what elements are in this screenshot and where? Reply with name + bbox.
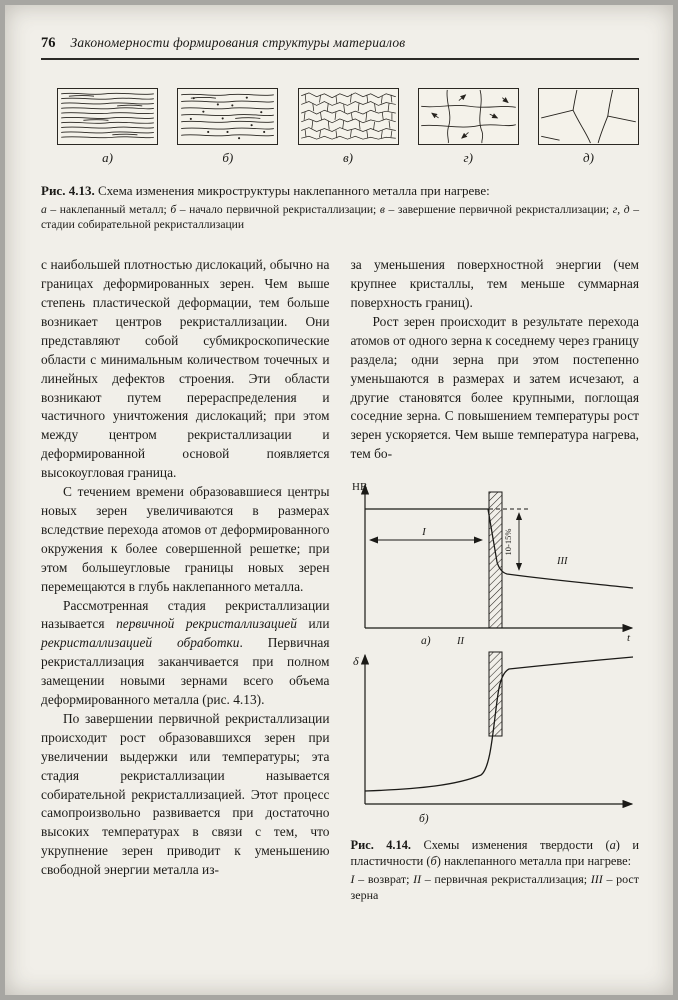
panel-b-frame <box>177 88 278 145</box>
panel-e-frame <box>538 88 639 145</box>
figure-4-13-caption <box>41 183 639 232</box>
panel-d-frame <box>418 88 519 145</box>
running-title: Закономерности формирования структуры материалов <box>70 35 406 50</box>
paragraph: Рост зерен происходит в результате перехода атомов от одного зерна к соседнему через границу раздела; одни зерна при этом постепенно уменьшаются в размерах и затем исчезают, а другие становятся более крупными, поглощая соседние зерна. С повышением температуры рост зерен ускоряется. Чем выше температура нагрева, тем бо- <box>350 313 639 462</box>
paragraph: Рассмотренная стадия рекристаллизации называется первичной рекристаллизацией или рекристаллизацией обработки. Первичная рекристаллизация заканчивается при полном замещении новыми зернами всего объема деформированного металла (рис. 4.13). <box>41 597 330 708</box>
hardness-plasticity-chart <box>351 476 639 828</box>
page-paper <box>5 5 673 995</box>
panel-c-frame <box>298 88 399 145</box>
hardness-axis-label: НВ <box>351 481 367 494</box>
paragraph: с наибольшей плотностью дислокаций, обычно на границах деформированных зерен. Чем выше степень пластической деформации, тем больше возникает центров рекристаллизации. Они представляют собой субмикроскопические области с минимальным количеством точечных и линейных дефектов строения. Эти области возникают путем перераспределения и частичного уничтожения дислокаций; при этом между центром рекристаллизации и деформированной основой появляется высокоугловая граница. <box>41 257 330 481</box>
figure-4-13-panels <box>41 88 639 166</box>
fine-grains-drawing <box>299 89 398 144</box>
panel-a <box>57 88 158 166</box>
right-column <box>351 256 640 903</box>
figure-4-14-caption <box>351 837 640 903</box>
page-number: 76 <box>41 35 56 51</box>
page-header <box>41 35 639 60</box>
panel-e-label: д) <box>583 150 594 165</box>
subplot-a-label: а) <box>420 635 431 648</box>
paragraph: С течением времени образовавшиеся центры новых зерен увеличиваются в размерах вследствие перехода атомов от деформированного окружения к более совершенной решетке; при этом большеугловые границы новых зерен перемещаются в глубь наклепанного металла. <box>41 484 330 594</box>
panel-a-label: а) <box>102 150 113 165</box>
recrystallization-band-top <box>489 492 502 628</box>
recrystallization-start-drawing <box>178 89 277 144</box>
body-columns <box>41 256 639 903</box>
plasticity-axis-label: δ <box>352 654 359 669</box>
deformed-grains-drawing <box>58 89 157 144</box>
figure-4-13-caption-details: а – наклепанный металл; б – начало первичной рекристаллизации; в – завершение первичной рекристаллизации; г, д – стадии собирательной рекристаллизации <box>41 203 640 231</box>
panel-d-label: г) <box>463 150 473 165</box>
figure-4-14 <box>351 476 640 903</box>
panel-a-frame <box>57 88 158 145</box>
recrystallization-band-bottom <box>489 652 502 736</box>
left-column <box>41 256 330 903</box>
growing-grains-drawing <box>419 89 518 144</box>
time-axis-label: t <box>626 632 630 645</box>
figure-4-14-caption-details: I – возврат; II – первичная рекристаллизация; III – рост зерна <box>350 872 639 902</box>
coarse-grains-drawing <box>539 89 638 144</box>
drop-annotation-label: 10-15% <box>502 528 513 556</box>
panel-b-label: б) <box>222 150 234 165</box>
region-3-label: III <box>556 556 567 568</box>
panel-b <box>177 88 278 166</box>
panel-d <box>418 88 519 166</box>
panel-c-label: в) <box>343 150 353 165</box>
subplot-b-label: б) <box>418 813 429 826</box>
panel-e <box>538 88 639 166</box>
paragraph: По завершении первичной рекристаллизации происходит рост образовавшихся зерен при увеличении выдержки или температуры; эта стадия рекристаллизации называется собирательной рекристаллизацией. Этот процесс самопроизвольно развивается при достаточно высоких температурах в связи с тем, что укрупнение зерен приводит к уменьшению свободной энергии металла из- <box>41 710 330 878</box>
region-2-label: II <box>456 636 464 648</box>
panel-c <box>298 88 399 166</box>
paragraph: за уменьшения поверхностной энергии (чем крупнее кристаллы, тем меньше суммарная поверхность границ). <box>350 257 639 310</box>
region-1-label: I <box>421 526 426 539</box>
figure-4-14-caption-title: Рис. 4.14. Схемы изменения твердости (а) и пластичности (б) наклепанного металла при нагреве: <box>350 838 639 869</box>
figure-4-13-caption-title: Рис. 4.13. Схема изменения микроструктуры наклепанного металла при нагреве: <box>41 183 490 198</box>
